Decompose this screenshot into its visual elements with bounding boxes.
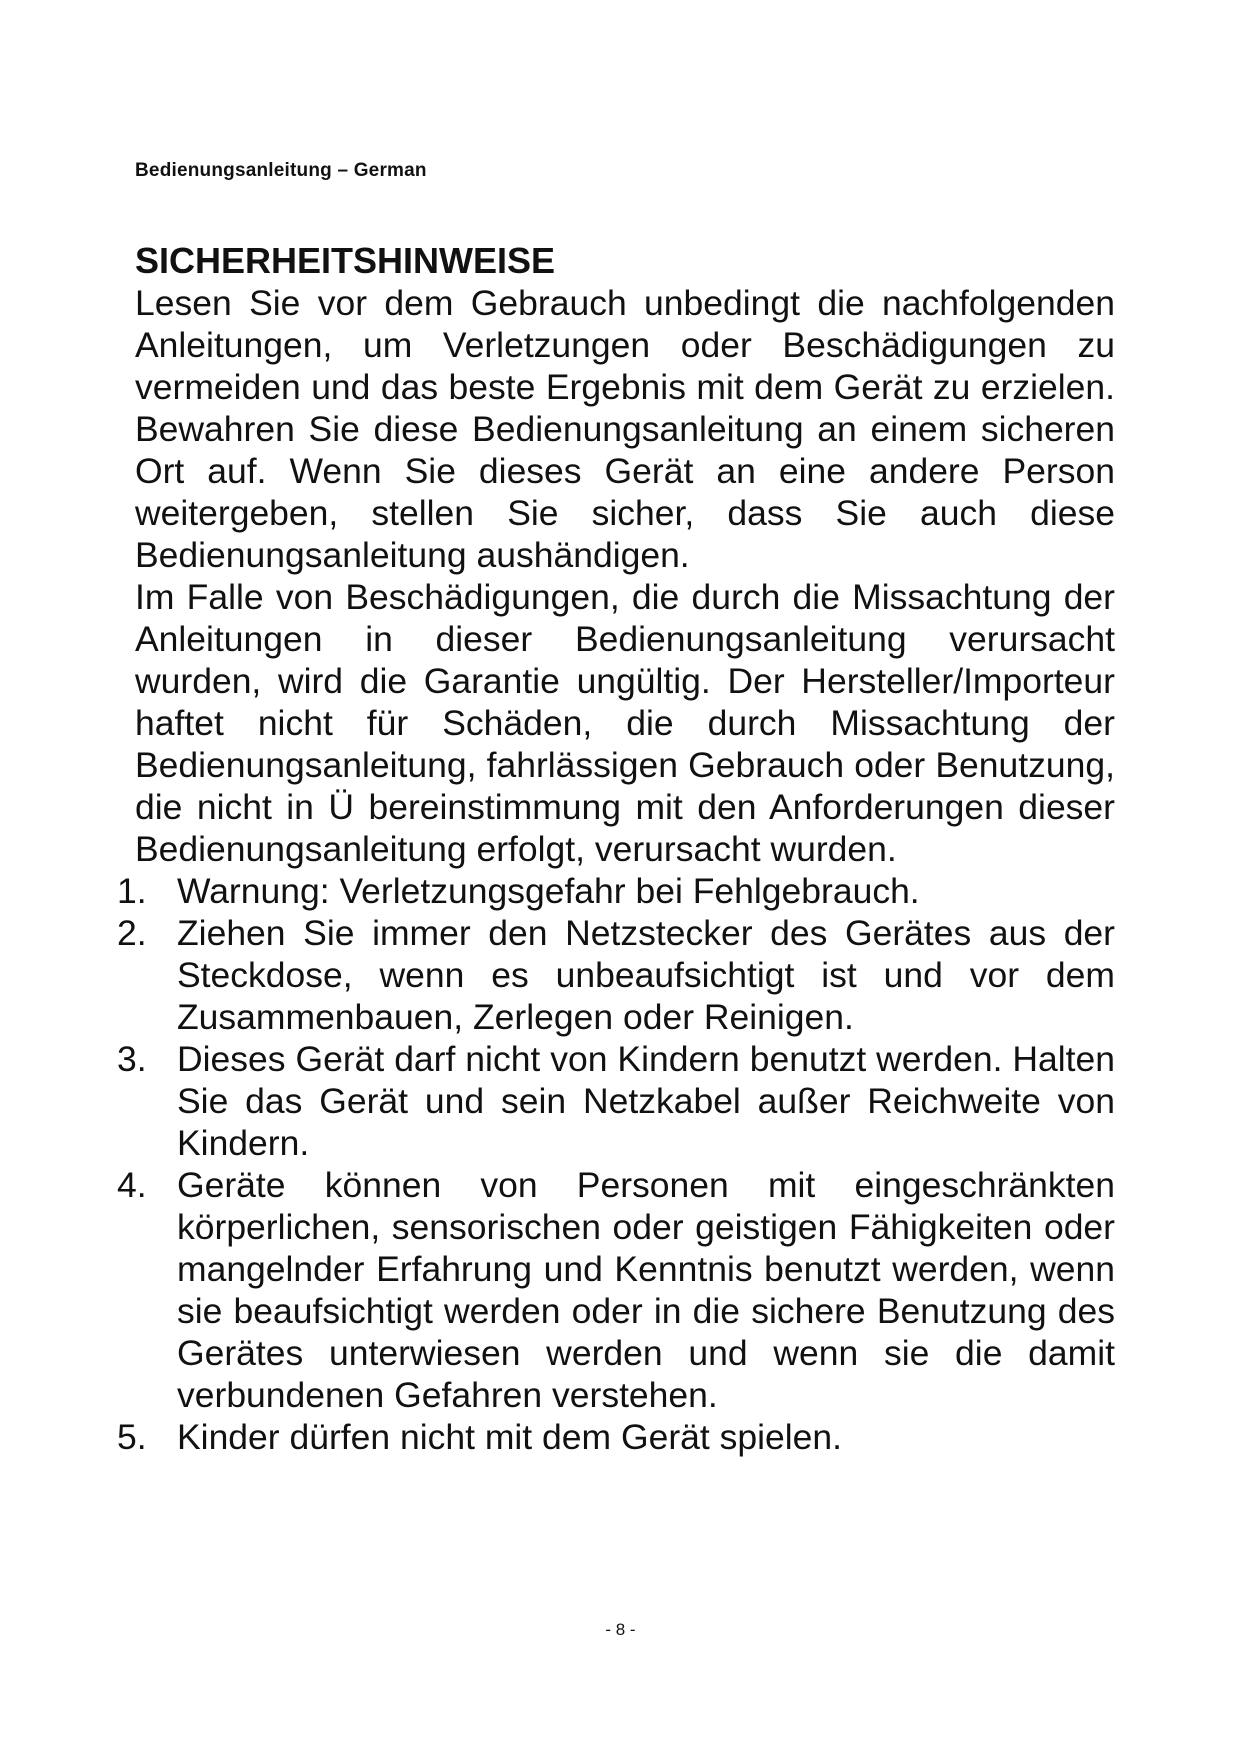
- list-item-number: 1.: [117, 871, 147, 911]
- list-item: [117, 1038, 1115, 1164]
- list-item: [117, 912, 1115, 1038]
- list-item: [117, 870, 1115, 912]
- document-header: Bedienungsanleitung – German: [135, 160, 427, 181]
- page-number: - 8 -: [605, 1620, 636, 1639]
- list-item: [117, 1164, 1115, 1416]
- list-item-text: Geräte können von Personen mit eingeschränkten körperlichen, sensorischen oder geistigen Fähigkeiten oder mangelnder Erfahrung und Kenntnis benutzt werden, wenn sie beaufsichtigt werden oder in die sichere Benutzung des Gerätes unterwiesen werden und wenn sie die damit verbundenen Gefahren verstehen.: [177, 1165, 1115, 1415]
- list-item-number: 2.: [117, 913, 147, 953]
- list-item-number: 5.: [117, 1417, 147, 1457]
- intro-paragraph: Lesen Sie vor dem Gebrauch unbedingt die nachfolgenden Anleitungen, um Verletzungen oder Beschädigungen zu vermeiden und das beste Ergebnis mit dem Gerät zu erzielen. Bewahren Sie diese Bedienungsanleitung an einem sicheren Ort auf. Wenn Sie dieses Gerät an eine andere Person weitergeben, stellen Sie sicher, dass Sie auch diese Bedienungsanleitung aushändigen.: [135, 283, 1115, 575]
- list-item-text: Kinder dürfen nicht mit dem Gerät spielen.: [177, 1417, 842, 1457]
- list-item-text: Dieses Gerät darf nicht von Kindern benutzt werden. Halten Sie das Gerät und sein Netzkabel außer Reichweite von Kindern.: [177, 1039, 1115, 1163]
- list-item-text: Warnung: Verletzungsgefahr bei Fehlgebrauch.: [177, 871, 920, 911]
- safety-section: [117, 240, 1115, 1458]
- list-item-text: Ziehen Sie immer den Netzstecker des Gerätes aus der Steckdose, wenn es unbeaufsichtigt ist und vor dem Zusammenbauen, Zerlegen oder Reinigen.: [177, 913, 1115, 1037]
- safety-list: [117, 870, 1115, 1458]
- section-title: SICHERHEITSHINWEISE: [135, 240, 556, 281]
- warranty-paragraph: Im Falle von Beschädigungen, die durch die Missachtung der Anleitungen in dieser Bedienungsanleitung verursacht wurden, wird die Garantie ungültig. Der Hersteller/Importeur haftet nicht für Schäden, die durch Missachtung der Bedienungsanleitung, fahrlässigen Gebrauch oder Benutzung, die nicht in Ü bereinstimmung mit den Anforderungen dieser Bedienungsanleitung erfolgt, verursacht wurden.: [135, 577, 1115, 869]
- list-item-number: 4.: [117, 1165, 147, 1205]
- list-item-number: 3.: [117, 1039, 147, 1079]
- list-item: [117, 1416, 1115, 1458]
